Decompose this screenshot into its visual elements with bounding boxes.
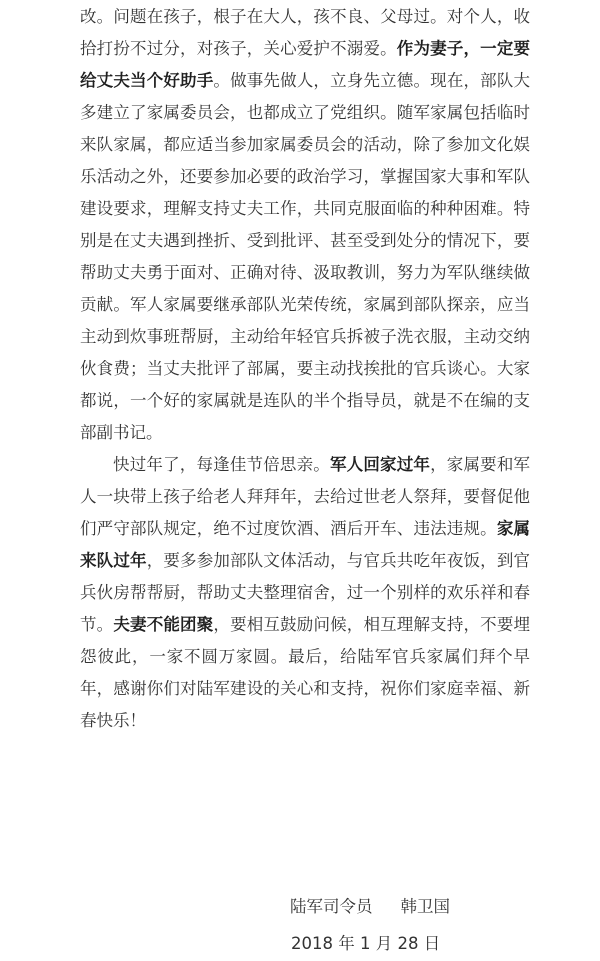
bold-heading-wife-helper: 作为妻子，一定要给丈夫当个好助手	[80, 39, 531, 90]
text-run: ，要相互鼓励问候，相互理解支持，不要埋怨彼此，一家不圆万家圆。最后，给陆军官兵家属们拜个早年，感谢你们对陆军建设的关心和支持，祝你们家庭幸福、新春快乐！	[80, 615, 531, 730]
text-run: 改。问题在孩子，根子在大人，孩不良、父母过。对个人，收拾打扮不过分，对孩子，关心爱护不溺爱。	[80, 7, 530, 58]
text-run: ，家属要和军人一块带上孩子给老人拜拜年，去给过世老人祭拜，要督促他们严守部队规定，绝不过度饮酒、酒后开车、违法违规。	[80, 455, 530, 538]
signature-line	[290, 893, 450, 917]
signature-date: 2018 年 1 月 28 日	[291, 934, 441, 953]
article-body	[80, 0, 530, 737]
text-run: ，要多参加部队文体活动，与官兵共吃年夜饭，到官兵伙房帮帮厨，帮助丈夫整理宿舍，过一个别样的欢乐祥和春节。	[80, 551, 531, 634]
signer-title: 陆军司令员	[290, 897, 373, 916]
bold-heading-family-visit: 家属来队过年	[80, 519, 531, 570]
paragraph-family-role	[80, 1, 530, 449]
text-run: 快过年了，每逢佳节倍思亲。	[113, 455, 330, 474]
paragraph-new-year	[80, 449, 530, 737]
text-run: 。做事先做人，立身先立德。现在，部队大多建立了家属委员会，也都成立了党组织。随军家属包括临时来队家属，都应适当参加家属委员会的活动，除了参加文化娱乐活动之外，还要参加必要的政治学习，掌握国家大事和军队建设要求，理解支持丈夫工作，共同克服面临的种种困难。特别是在丈夫遇到挫折、受到批评、甚至受到处分的情况下，要帮助丈夫勇于面对、正确对待、汲取教训，努力为军队继续做贡献。军人家属要继承部队光荣传统，家属到部队探亲，应当主动到炊事班帮厨，主动给年轻官兵拆被子洗衣服，主动交纳伙食费；当丈夫批评了部属，要主动找挨批的官兵谈心。大家都说，一个好的家属就是连队的半个指导员，就是不在编的支部副书记。	[80, 71, 531, 442]
bold-heading-soldier-home: 军人回家过年	[329, 455, 431, 474]
signer-name: 韩卫国	[400, 897, 450, 916]
bold-heading-couple-apart: 夫妻不能团聚	[113, 615, 214, 634]
